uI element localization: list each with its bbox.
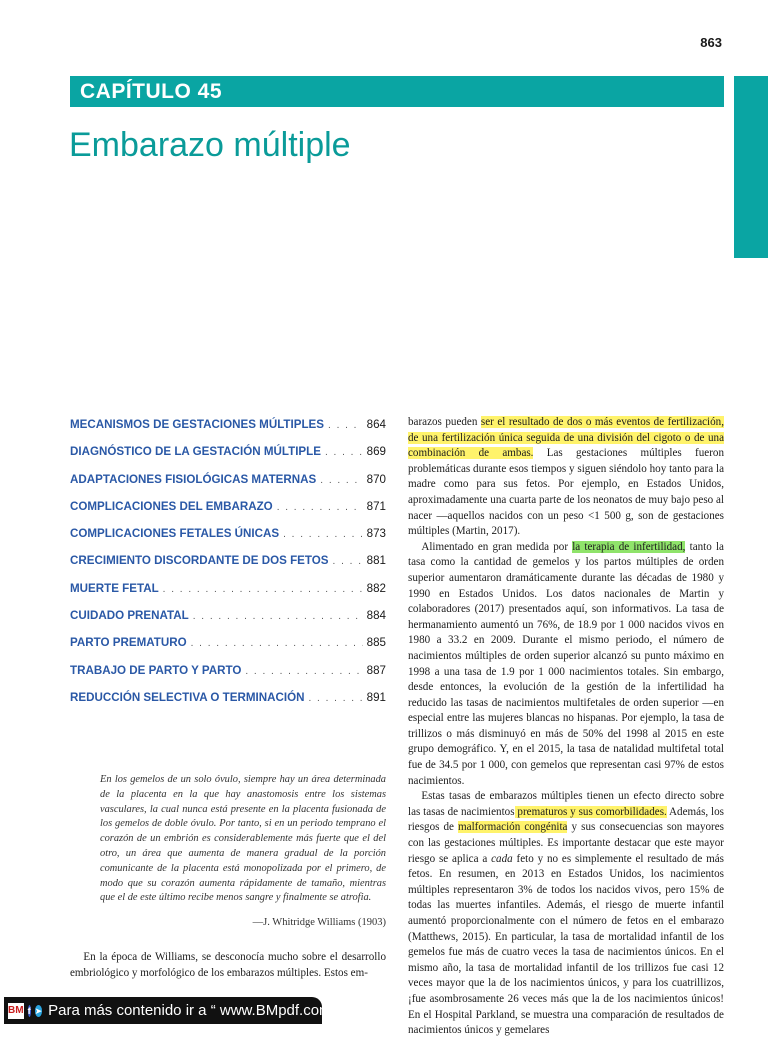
page-number: 863	[700, 35, 722, 50]
toc-item-page: 884	[366, 609, 386, 623]
toc-item[interactable]	[70, 500, 386, 527]
toc-item-page: 870	[366, 472, 386, 486]
toc-item-title: CRECIMIENTO DISCORDANTE DE DOS FETOS	[70, 554, 329, 568]
intro-paragraph: En la época de Williams, se desconocía mucho sobre el desarrollo embriológico y morfológico de los embarazos múltiples. Estos em-	[70, 951, 386, 979]
toc-leader	[245, 666, 362, 677]
toc-item-title: DIAGNÓSTICO DE LA GESTACIÓN MÚLTIPLE	[70, 445, 321, 459]
toc-leader	[193, 611, 363, 622]
body-paragraph-2	[408, 540, 724, 790]
toc-leader	[333, 556, 363, 567]
toc-leader	[325, 447, 363, 458]
toc-item-title: TRABAJO DE PARTO Y PARTO	[70, 663, 242, 677]
toc-item-page: 882	[366, 581, 386, 595]
toc-item-title: COMPLICACIONES DEL EMBARAZO	[70, 499, 273, 513]
text-run: Las gestaciones múltiples fueron problemáticas durante esos tiempos y siguen siéndolo hoy tanto para la madre como para sus fetos. Por ejemplo, en Estados Unidos, aproximadamente una cuarta parte de los neonatos de muy bajo peso al nacer —aquellos nacidos con un peso <1 500 g, son de gestaciones múltiples (Martin, 2017).	[408, 447, 724, 538]
toc-item-page: 887	[366, 663, 386, 677]
toc-item-page: 891	[366, 690, 386, 704]
emphasized-text: cada	[491, 852, 513, 865]
epigraph-quote: En los gemelos de un solo óvulo, siempre hay un área determinada de la placenta en la que hay anastomosis entre los sistemas vasculares, la cual nunca está presente en la placenta fusionada de los gemelos de doble óvulo. Por tanto, si en un periodo temprano el corazón de un embrión es considerablemente más fuerte que el del otro, un área que aumenta de manera gradual de la porción comunicante de la placenta está monopolizada por el primero, de modo que su corazón aumenta rápidamente de tamaño, mientras que el de este último recibe menos sangre y finalmente se atrofia.	[100, 774, 386, 904]
toc-item-title: MECANISMOS DE GESTACIONES MÚLTIPLES	[70, 418, 325, 431]
highlighted-text: prematuros y sus comorbilidades.	[514, 805, 667, 818]
toc-leader	[277, 502, 363, 513]
footer-link-text[interactable]: Para más contenido ir a “ www.BMpdf.com ”	[48, 1002, 341, 1019]
toc-item[interactable]	[70, 527, 386, 554]
toc-item[interactable]	[70, 664, 386, 691]
bm-logo-icon: BM	[8, 1003, 24, 1019]
toc-leader	[328, 420, 363, 431]
toc-item-page: 873	[366, 527, 386, 541]
chapter-title: Embarazo múltiple	[69, 126, 351, 164]
toc-item[interactable]	[70, 473, 386, 500]
toc-item-page: 869	[366, 445, 386, 459]
toc-item[interactable]	[70, 609, 386, 636]
toc-leader	[191, 638, 363, 649]
toc-item-page: 881	[366, 554, 386, 568]
chapter-label: CAPÍTULO 45	[70, 76, 724, 107]
telegram-icon[interactable]: ➤	[34, 1005, 43, 1016]
toc-item-title: COMPLICACIONES FETALES ÚNICAS	[70, 527, 280, 541]
highlighted-text: malformación congénita	[458, 821, 568, 834]
toc-item[interactable]	[70, 582, 386, 609]
toc-item-title: PARTO PREMATURO	[70, 636, 187, 650]
toc-item-page: 864	[366, 418, 386, 431]
side-tab-marker	[734, 76, 768, 258]
text-run: Además, los riesgos de	[408, 805, 724, 834]
toc-leader	[283, 529, 363, 540]
toc-item[interactable]	[70, 636, 386, 663]
toc-leader	[308, 693, 362, 704]
highlighted-text: la terapia de infertilidad,	[572, 540, 686, 553]
toc-item-page: 871	[366, 499, 386, 513]
epigraph-attribution: —J. Whitridge Williams (1903)	[252, 917, 386, 928]
text-run: feto y no es simplemente el resultado de más fetos. En resumen, en 2013 en Estados Unidos, los nacimientos múltiples representaron 3% de todos los nacidos vivos, pero 15% de todas las muertes infantiles. Además, el riesgo de muerte infantil aumentó proporcionalmente con el número de fetos en el embarazo (Matthews, 2015). En particular, la tasa de mortalidad infantil de los gemelos fue más de cuatro veces la tasa de nacimientos únicos. En el mismo año, la tasa de mortalidad infantil de los trillizos fue casi 12 veces mayor que la de los nacimientos únicos, y para los cuatrillizos, ¡fue asombrosamente 26 veces más que la de los nacimientos únicos! En el Hospital Parkland, se muestra una comparación de resultados de nacimientos únicos y gemelares	[408, 852, 724, 1037]
text-run: tanto la tasa como la cantidad de gemelos y los partos múltiples de orden superior aumentaron dramáticamente durante las décadas de 1980 y 1990 en Estados Unidos. Los datos nacionales de Martin y colaboradores (2017) presentados aquí, son informativos. La tasa de hermanamiento aumentó un 76%, de 18.9 por 1 000 nacidos vivos en 1980 a 33.2 en 2009. Durante el mismo periodo, el número de nacimientos múltiples de orden superior alcanzó su punto máximo en 1998 a una tasa de 1.9 por 1 000 nacimientos totales. Sin embargo, desde entonces, la evolución de la gestión de la infertilidad ha reducido las tasas de nacimientos multifetales de orden superior —en especial entre las mujeres blancas no hispanas. Por ejemplo, la tasa de trillizos o más disminuyó en más de 50% del 1998 al 2015 en este grupo demográfico. Y, en el 2015, la tasa de natalidad multifetal total fue de 34.5 por 1 000, con gemelos que representan casi 97% de estos nacimientos.	[408, 540, 724, 787]
footer-banner[interactable]	[4, 997, 341, 1024]
toc-item[interactable]	[70, 691, 386, 718]
toc-item[interactable]	[70, 554, 386, 581]
toc-leader	[320, 475, 362, 486]
toc-item-title: ADAPTACIONES FISIOLÓGICAS MATERNAS	[70, 472, 317, 486]
facebook-icon[interactable]: f	[27, 1005, 31, 1016]
text-run: barazos pueden	[408, 416, 481, 428]
text-run: y sus consecuencias son mayores con las gestaciones múltiples. Es importante destacar que este mayor riesgo se aplica a	[408, 821, 724, 865]
table-of-contents	[70, 418, 386, 718]
toc-item-title: CUIDADO PRENATAL	[70, 609, 189, 623]
toc-item-title: MUERTE FETAL	[70, 581, 159, 595]
text-run: Estas tasas de embarazos múltiples tienen un efecto directo sobre las tasas de nacimientos	[408, 790, 724, 818]
toc-item-page: 885	[366, 636, 386, 650]
toc-item-title: REDUCCIÓN SELECTIVA O TERMINACIÓN	[70, 690, 305, 704]
body-column	[408, 415, 724, 1039]
body-paragraph-3	[408, 789, 724, 1039]
toc-item[interactable]	[70, 445, 386, 472]
body-paragraph-1	[408, 415, 724, 540]
toc-leader	[163, 584, 363, 595]
text-run: Alimentado en gran medida por	[421, 540, 573, 553]
toc-item[interactable]	[70, 418, 386, 445]
highlighted-text: ser el resultado de dos o más eventos de fertilización, de una fertilización única seguida de una división del cigoto o de una combinación de ambas.	[408, 416, 724, 460]
